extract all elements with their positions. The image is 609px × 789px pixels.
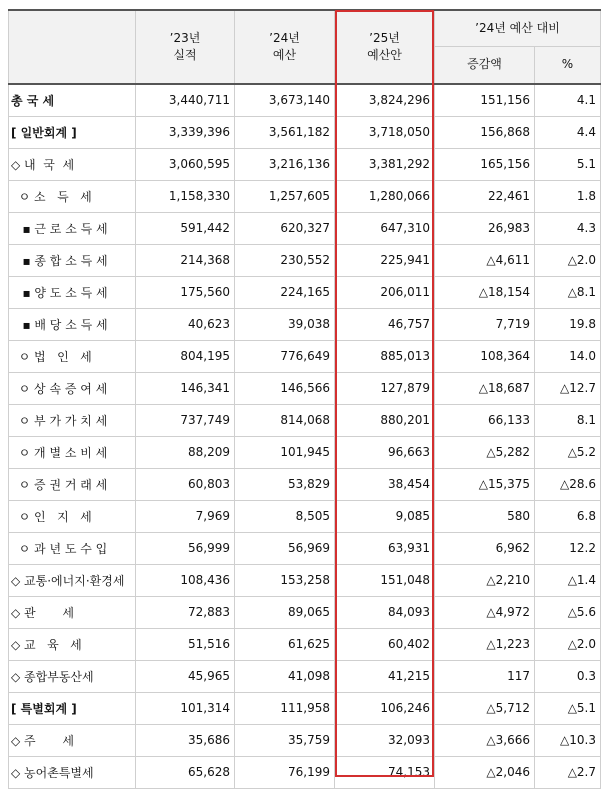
cell-2023-actual: 101,314 [136,692,235,724]
header-diff: 증감액 [435,46,535,84]
cell-2025-proposal: 9,085 [335,500,435,532]
table-row [9,180,601,212]
cell-2024-budget: 89,065 [235,596,335,628]
cell-2024-budget: 8,505 [235,500,335,532]
cell-2024-budget: 53,829 [235,468,335,500]
cell-2024-budget: 101,945 [235,436,335,468]
cell-pct: △1.4 [535,564,601,596]
tax-revenue-table [8,9,601,789]
cell-2024-budget: 39,038 [235,308,335,340]
cell-diff: △5,712 [435,692,535,724]
row-label: ㅇ 소 득 세 [9,180,136,212]
cell-2025-proposal: 106,246 [335,692,435,724]
cell-2023-actual: 35,686 [136,724,235,756]
cell-2024-budget: 35,759 [235,724,335,756]
cell-2024-budget: 776,649 [235,340,335,372]
cell-pct: △2.7 [535,756,601,788]
cell-2024-budget: 230,552 [235,244,335,276]
cell-pct: 0.3 [535,660,601,692]
cell-2023-actual: 3,339,396 [136,116,235,148]
table-row [9,404,601,436]
cell-2024-budget: 1,257,605 [235,180,335,212]
cell-2024-budget: 76,199 [235,756,335,788]
table-row [9,436,601,468]
cell-pct: 4.3 [535,212,601,244]
cell-diff: △15,375 [435,468,535,500]
cell-2024-budget: 111,958 [235,692,335,724]
cell-2023-actual: 51,516 [136,628,235,660]
row-label: ㅇ 부 가 가 치 세 [9,404,136,436]
table-row [9,372,601,404]
cell-diff: 156,868 [435,116,535,148]
cell-pct: 6.8 [535,500,601,532]
table-row [9,244,601,276]
cell-2025-proposal: 32,093 [335,724,435,756]
cell-2023-actual: 45,965 [136,660,235,692]
table-row [9,532,601,564]
row-label: ◇ 교 육 세 [9,628,136,660]
cell-diff: 6,962 [435,532,535,564]
cell-pct: △2.0 [535,244,601,276]
cell-pct: △12.7 [535,372,601,404]
cell-diff: 108,364 [435,340,535,372]
cell-2025-proposal: 38,454 [335,468,435,500]
cell-diff: 151,156 [435,84,535,116]
row-label: ◇ 교통·에너지·환경세 [9,564,136,596]
row-label: ▪ 양 도 소 득 세 [9,276,136,308]
row-label: ㅇ 상 속 증 여 세 [9,372,136,404]
cell-pct: 19.8 [535,308,601,340]
cell-diff: △18,154 [435,276,535,308]
row-label: ▪ 종 합 소 득 세 [9,244,136,276]
row-label: ◇ 종합부동산세 [9,660,136,692]
cell-2024-budget: 3,216,136 [235,148,335,180]
cell-pct: 4.4 [535,116,601,148]
cell-2023-actual: 146,341 [136,372,235,404]
cell-diff: 7,719 [435,308,535,340]
cell-2023-actual: 3,060,595 [136,148,235,180]
cell-pct: △28.6 [535,468,601,500]
table-row [9,340,601,372]
table-row [9,468,601,500]
cell-2023-actual: 60,803 [136,468,235,500]
cell-2024-budget: 814,068 [235,404,335,436]
table-row [9,84,601,116]
table-row [9,212,601,244]
table-row [9,596,601,628]
cell-2025-proposal: 3,824,296 [335,84,435,116]
cell-pct: 12.2 [535,532,601,564]
cell-2025-proposal: 127,879 [335,372,435,404]
cell-diff: △4,611 [435,244,535,276]
row-label: ㅇ 개 별 소 비 세 [9,436,136,468]
cell-2025-proposal: 41,215 [335,660,435,692]
table-row [9,756,601,788]
row-label: ◇ 주 세 [9,724,136,756]
cell-2024-budget: 224,165 [235,276,335,308]
cell-2023-actual: 804,195 [136,340,235,372]
cell-2025-proposal: 84,093 [335,596,435,628]
row-label: ◇ 농어촌특별세 [9,756,136,788]
cell-2025-proposal: 647,310 [335,212,435,244]
cell-2023-actual: 65,628 [136,756,235,788]
cell-diff: △3,666 [435,724,535,756]
cell-2024-budget: 41,098 [235,660,335,692]
cell-2025-proposal: 63,931 [335,532,435,564]
header-2023-actual: ’23년 실적 [136,10,235,84]
cell-pct: △5.1 [535,692,601,724]
cell-2024-budget: 620,327 [235,212,335,244]
cell-diff: 66,133 [435,404,535,436]
row-label: [ 특별회계 ] [9,692,136,724]
cell-diff: 580 [435,500,535,532]
cell-2025-proposal: 151,048 [335,564,435,596]
cell-pct: △10.3 [535,724,601,756]
cell-pct: △5.6 [535,596,601,628]
header-pct: % [535,46,601,84]
table-row [9,308,601,340]
cell-diff: △4,972 [435,596,535,628]
cell-pct: △8.1 [535,276,601,308]
row-label: ◇ 내 국 세 [9,148,136,180]
cell-2025-proposal: 880,201 [335,404,435,436]
row-label: ㅇ 과 년 도 수 입 [9,532,136,564]
cell-pct: 4.1 [535,84,601,116]
cell-2023-actual: 175,560 [136,276,235,308]
cell-pct: △5.2 [535,436,601,468]
cell-pct: 5.1 [535,148,601,180]
table-row [9,276,601,308]
cell-2025-proposal: 46,757 [335,308,435,340]
cell-2023-actual: 56,999 [136,532,235,564]
header-2025-proposal: ’25년 예산안 [335,10,435,84]
cell-2024-budget: 61,625 [235,628,335,660]
cell-2023-actual: 88,209 [136,436,235,468]
header-vs-2024: ’24년 예산 대비 [435,10,601,46]
cell-diff: 165,156 [435,148,535,180]
cell-2025-proposal: 206,011 [335,276,435,308]
cell-2023-actual: 7,969 [136,500,235,532]
cell-diff: △5,282 [435,436,535,468]
row-label: 총 국 세 [9,84,136,116]
cell-diff: 26,983 [435,212,535,244]
cell-diff: △2,046 [435,756,535,788]
table-row [9,628,601,660]
cell-pct: 8.1 [535,404,601,436]
cell-2025-proposal: 885,013 [335,340,435,372]
table-row [9,692,601,724]
cell-2023-actual: 108,436 [136,564,235,596]
cell-diff: 117 [435,660,535,692]
cell-2025-proposal: 225,941 [335,244,435,276]
row-label: ㅇ 법 인 세 [9,340,136,372]
cell-2025-proposal: 60,402 [335,628,435,660]
cell-diff: 22,461 [435,180,535,212]
table-row [9,660,601,692]
table-row [9,564,601,596]
cell-2023-actual: 1,158,330 [136,180,235,212]
cell-2023-actual: 72,883 [136,596,235,628]
table-row [9,724,601,756]
cell-2024-budget: 146,566 [235,372,335,404]
header-2024-budget: ’24년 예산 [235,10,335,84]
table-row [9,148,601,180]
header-category [9,10,136,84]
cell-2023-actual: 3,440,711 [136,84,235,116]
cell-2024-budget: 3,673,140 [235,84,335,116]
cell-pct: 1.8 [535,180,601,212]
cell-2025-proposal: 3,381,292 [335,148,435,180]
table-row [9,500,601,532]
cell-2025-proposal: 1,280,066 [335,180,435,212]
row-label: ㅇ 증 권 거 래 세 [9,468,136,500]
cell-pct: 14.0 [535,340,601,372]
row-label: ▪ 근 로 소 득 세 [9,212,136,244]
row-label: ㅇ 인 지 세 [9,500,136,532]
table-row [9,116,601,148]
cell-2024-budget: 56,969 [235,532,335,564]
cell-diff: △2,210 [435,564,535,596]
cell-2024-budget: 153,258 [235,564,335,596]
cell-2025-proposal: 74,153 [335,756,435,788]
cell-2024-budget: 3,561,182 [235,116,335,148]
cell-2025-proposal: 96,663 [335,436,435,468]
cell-2023-actual: 737,749 [136,404,235,436]
table-body [9,84,601,788]
cell-pct: △2.0 [535,628,601,660]
row-label: ▪ 배 당 소 득 세 [9,308,136,340]
cell-diff: △18,687 [435,372,535,404]
cell-2023-actual: 214,368 [136,244,235,276]
row-label: ◇ 관 세 [9,596,136,628]
cell-diff: △1,223 [435,628,535,660]
cell-2023-actual: 40,623 [136,308,235,340]
cell-2025-proposal: 3,718,050 [335,116,435,148]
row-label: [ 일반회계 ] [9,116,136,148]
cell-2023-actual: 591,442 [136,212,235,244]
